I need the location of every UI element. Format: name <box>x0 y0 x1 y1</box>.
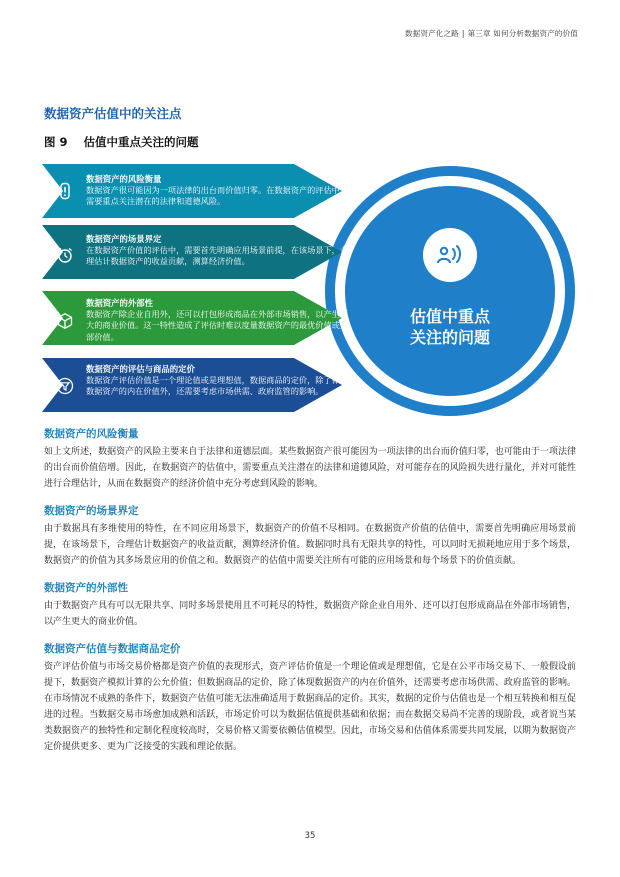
section-externality-body: 由于数据资产具有可以无限共享、同时多场景使用且不可耗尽的特性，数据资产除企业自用外、还可以打包形成商品在外部市场销售，以产生更大的商业价值。 <box>44 601 576 627</box>
center-label-line2: 关注的问题 <box>409 328 490 347</box>
funnel-icon <box>56 377 74 395</box>
section-externality <box>44 580 576 630</box>
center-label-line1: 估值中重点 <box>409 307 490 326</box>
arrow-externality-title: 数据资产的外部性 <box>86 298 153 308</box>
arrow-pricing-text <box>86 364 356 398</box>
body-content <box>44 426 576 766</box>
arrow-scenario-title: 数据资产的场景界定 <box>86 234 162 244</box>
figure-diagram <box>0 0 620 430</box>
arrow-scenario-desc: 在数据资产价值的评估中，需要首先明确应用场景前提，在该场景下，合理估计数据资产的收益贡献，测算经济价值。 <box>86 245 349 267</box>
section-title: 数据资产估值中的关注点 <box>44 106 182 121</box>
page-number: 35 <box>304 831 316 841</box>
section-scenario-body: 由于数据具有多维使用的特性，在不同应用场景下，数据资产的价值不尽相同。在数据资产价值的估值中，需要首先明确应用场景前提，在该场景下，合理估计数据资产的收益贡献，测算经济价值。数据同时具有无限共享的特性，可以同时无损耗地应用于多个场景，数据资产的价值为其多场景应用的价值之和。数据资产的估值中需要关注所有可能的应用场景和每个场景下的价值贡献。 <box>44 524 576 566</box>
book-title: 数据资产化之路 <box>404 29 459 38</box>
section-risk-body: 如上文所述，数据资产的风险主要来自于法律和道德层面。某些数据资产很可能因为一项法律的出台而价值归零，也可能由于一项法律的出台而价值倍增。因此，在数据资产的估值中，需要重点关注潜在的法律和道德风险，对可能存在的风险损失进行量化，并对可能性进行合理估计，从而在数据资产的经济价值中充分考虑到风险的影响。 <box>44 447 576 489</box>
person-signal-icon <box>423 228 477 282</box>
arrow-externality-text <box>86 298 356 343</box>
arrow-pricing-title: 数据资产的评估与商品的定价 <box>86 364 195 374</box>
section-risk <box>44 426 576 492</box>
alarm-clock-icon <box>56 246 74 264</box>
section-pricing-heading: 数据资产估值与数据商品定价 <box>44 643 181 655</box>
section-externality-heading: 数据资产的外部性 <box>44 582 128 594</box>
section-pricing <box>44 641 576 755</box>
figure-number: 图 9 <box>44 135 68 149</box>
chapter-title: 第三章 如何分析数据资产的价值 <box>467 29 578 38</box>
arrow-risk-text <box>86 174 356 208</box>
section-scenario <box>44 503 576 569</box>
exclamation-icon <box>56 182 74 200</box>
arrow-pricing-desc: 数据资产评估价值是一个理论值或是理想值，数据商品的定价，除了体现数据资产的内在价值外，还需要考虑市场供需、政府监管的影响。 <box>86 375 349 397</box>
figure-title: 估值中重点关注的问题 <box>83 135 199 149</box>
header-separator: | <box>461 29 465 38</box>
section-risk-heading: 数据资产的风险衡量 <box>44 428 139 440</box>
center-label <box>345 306 555 348</box>
center-circle <box>345 186 555 396</box>
section-pricing-body: 资产评估价值与市场交易价格都是资产价值的表现形式，资产评估价值是一个理论值或是理想值，它是在公平市场交易下、一般假设前提下，数据资产模拟计算的公允价值；但数据商品的定价，除了体现数据资产的内在价值外，还需要考虑市场供需、政府监管的影响。在市场情况不成熟的条件下，数据资产估值可能无法准确适用于数据商品的定价。其实，数据的定价与估值也是一个相互转换和相互促进的过程。当数据交易市场愈加成熟和活跃，市场定价可以为数据估值提供基础和依据；而在数据交易尚不完善的现阶段，或者说当某类数据资产的独特性和定制化程度较高时，交易价格又需要依赖估值模型。因此，市场交易和估值体系需要共同发展，以期为数据资产定价提供更多、更为广泛接受的实践和理论依据。 <box>44 662 576 752</box>
section-scenario-heading: 数据资产的场景界定 <box>44 505 139 517</box>
arrow-scenario-text <box>86 234 356 268</box>
arrow-risk-desc: 数据资产很可能因为一项法律的出台而价值归零。在数据资产的评估中，需要重点关注潜在的法律和道德风险。 <box>86 185 349 207</box>
arrow-risk-title: 数据资产的风险衡量 <box>86 174 162 184</box>
cube-icon <box>56 312 74 330</box>
arrow-externality-desc: 数据资产除企业自用外，还可以打包形成商品在外部市场销售，以产生更大的商业价值。这一特性造成了评估时难以度量数据资产的最优价值或全部价值。 <box>86 309 349 342</box>
